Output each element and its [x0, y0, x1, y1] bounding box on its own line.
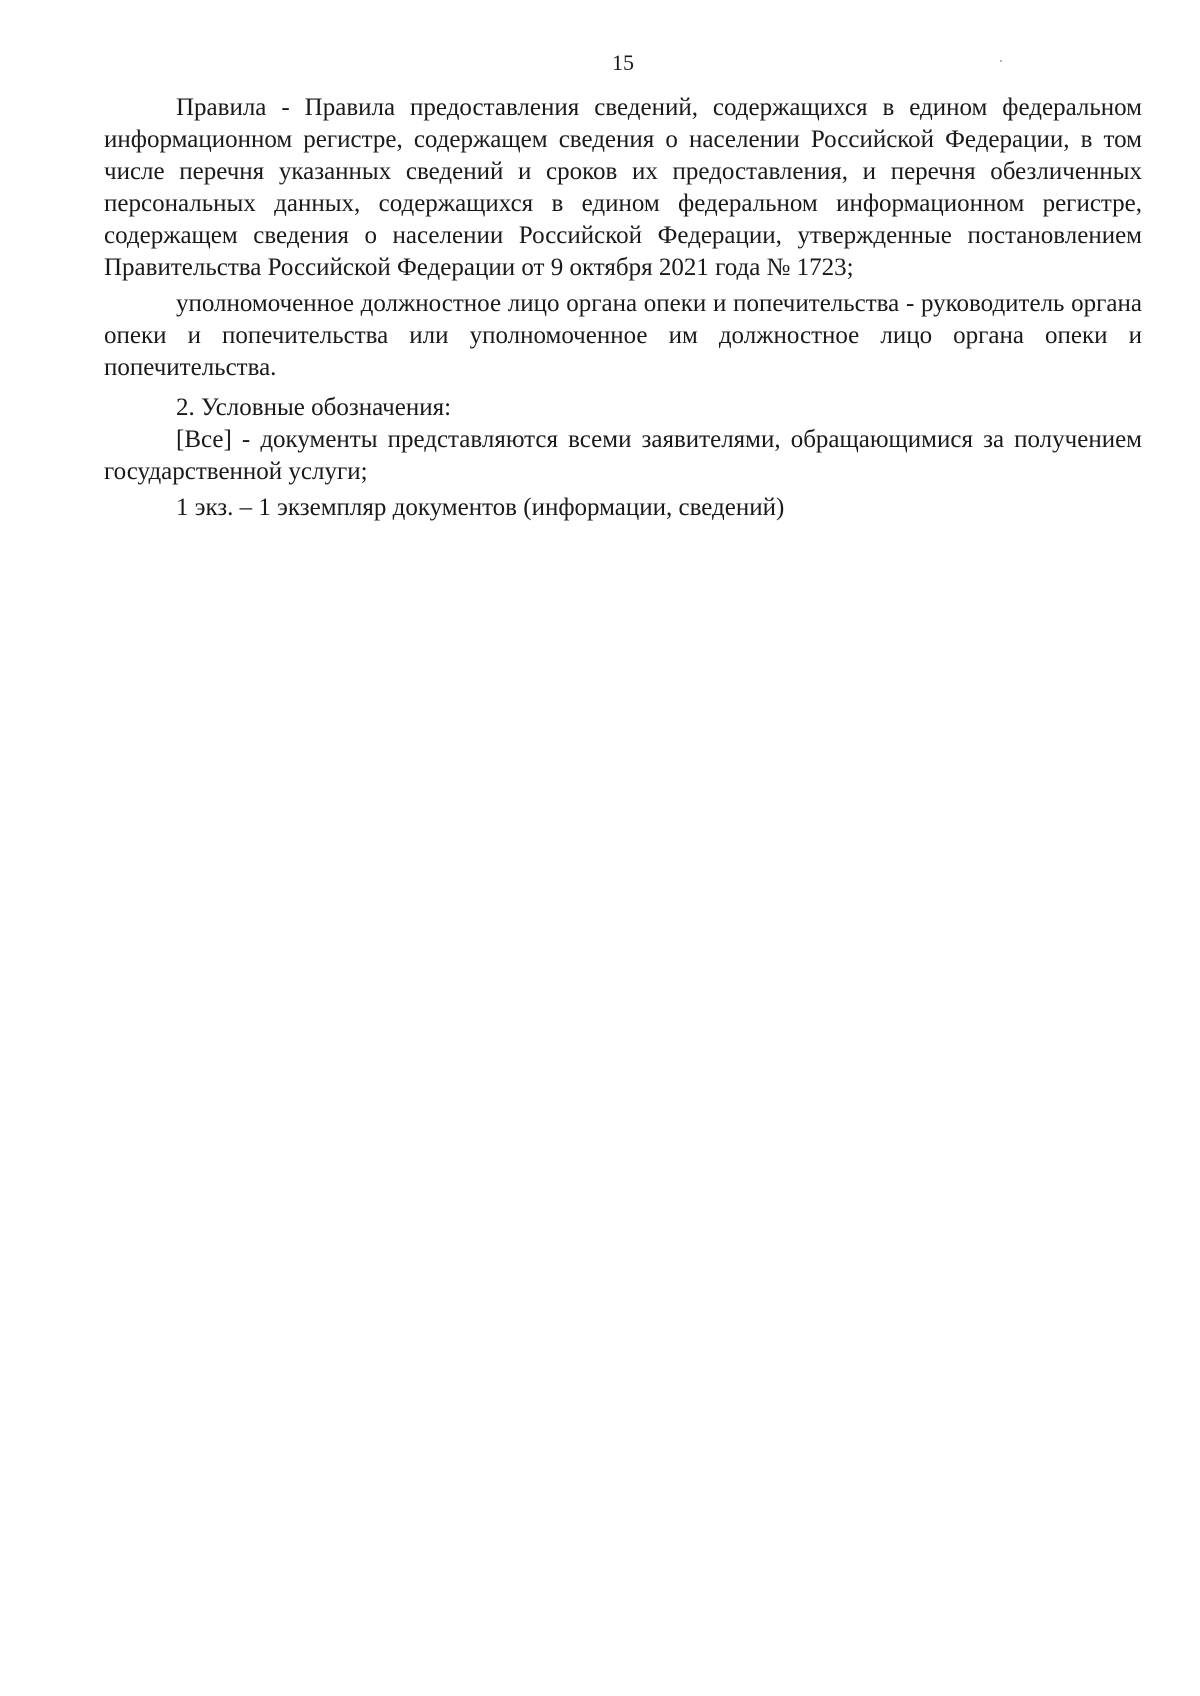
convention-all-applicants-paragraph: [Все] - документы представляются всеми заявителями, обращающимися за получением государственной услуги;: [104, 426, 1142, 485]
convention-copies-paragraph: 1 экз. – 1 экземпляр документов (информации, сведений): [176, 494, 785, 521]
section-heading-conventions: 2. Условные обозначения:: [176, 394, 452, 421]
definition-rules-paragraph: Правила - Правила предоставления сведений, содержащихся в едином федеральном информационном регистре, содержащем сведения о населении Российской Федерации, в том числе перечня указанных сведений и сроков их предоставления, и перечня обезличенных персональных данных, содержащихся в едином федеральном информационном регистре, содержащем сведения о населении Российской Федерации, утвержденные постановлением Правительства Российской Федерации от 9 октября 2021 года № 1723;: [104, 94, 1142, 281]
page-number: 15: [612, 50, 634, 75]
definition-authorized-official-paragraph: уполномоченное должностное лицо органа опеки и попечительства - руководитель органа опеки и попечительства или уполномоченное им должностное лицо органа опеки и попечительства.: [104, 290, 1142, 381]
scan-speck: [1000, 60, 1002, 62]
document-body: [104, 92, 1142, 524]
